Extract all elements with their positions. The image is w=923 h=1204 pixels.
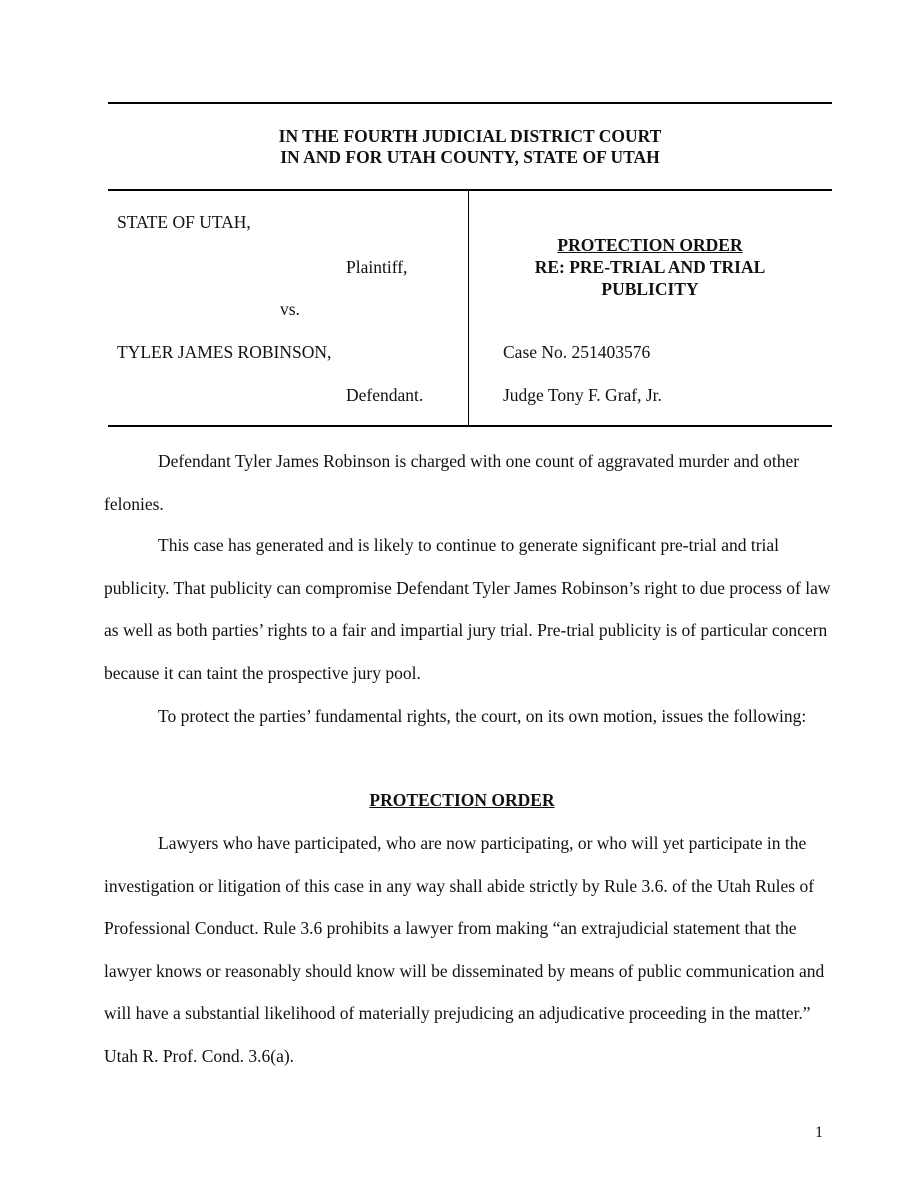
page-number: 1 bbox=[815, 1124, 823, 1141]
body-paragraph-1: Defendant Tyler James Robinson is charged with one count of aggravated murder and other felonies. bbox=[104, 451, 800, 514]
defendant-role: Defendant. bbox=[346, 385, 424, 405]
court-name-line-1: IN THE FOURTH JUDICIAL DISTRICT COURT bbox=[278, 126, 662, 146]
plaintiff-name: STATE OF UTAH, bbox=[117, 212, 251, 232]
body-paragraph-2: This case has generated and is likely to continue to generate significant pre-trial and trial publicity. That publicity can compromise Defendant Tyler James Robinson’s right to due process of law as well as both parties’ rights to a fair and impartial jury trial. Pre-trial publicity is of particular concern because it can taint the prospective jury pool. bbox=[104, 535, 831, 683]
section-heading: PROTECTION ORDER bbox=[369, 790, 555, 810]
order-title-line-3: PUBLICITY bbox=[601, 279, 699, 299]
order-title-line-2: RE: PRE-TRIAL AND TRIAL bbox=[534, 257, 766, 277]
case-number: Case No. 251403576 bbox=[503, 342, 651, 362]
caption-divider bbox=[468, 190, 469, 425]
defendant-name: TYLER JAMES ROBINSON, bbox=[117, 342, 332, 362]
caption-bottom-rule bbox=[108, 425, 832, 427]
judge-name: Judge Tony F. Graf, Jr. bbox=[503, 385, 662, 405]
body-paragraph-3: To protect the parties’ fundamental rights, the court, on its own motion, issues the following: bbox=[158, 706, 807, 726]
versus-label: vs. bbox=[280, 299, 300, 319]
plaintiff-role: Plaintiff, bbox=[346, 257, 408, 277]
caption-top-rule bbox=[108, 189, 832, 191]
order-title-line-1: PROTECTION ORDER bbox=[557, 235, 743, 255]
top-rule bbox=[108, 102, 832, 104]
body-paragraph-4: Lawyers who have participated, who are now participating, or who will yet participate in the investigation or litigation of this case in any way shall abide strictly by Rule 3.6. of the Utah Rules of Professional Conduct. Rule 3.6 prohibits a lawyer from making “an extrajudicial statement that the lawyer knows or reasonably should know will be disseminated by means of public communication and will have a substantial likelihood of materially prejudicing an adjudicative proceeding in the matter.” Utah R. Prof. Cond. 3.6(a). bbox=[104, 833, 825, 1066]
court-name-line-2: IN AND FOR UTAH COUNTY, STATE OF UTAH bbox=[280, 147, 660, 167]
